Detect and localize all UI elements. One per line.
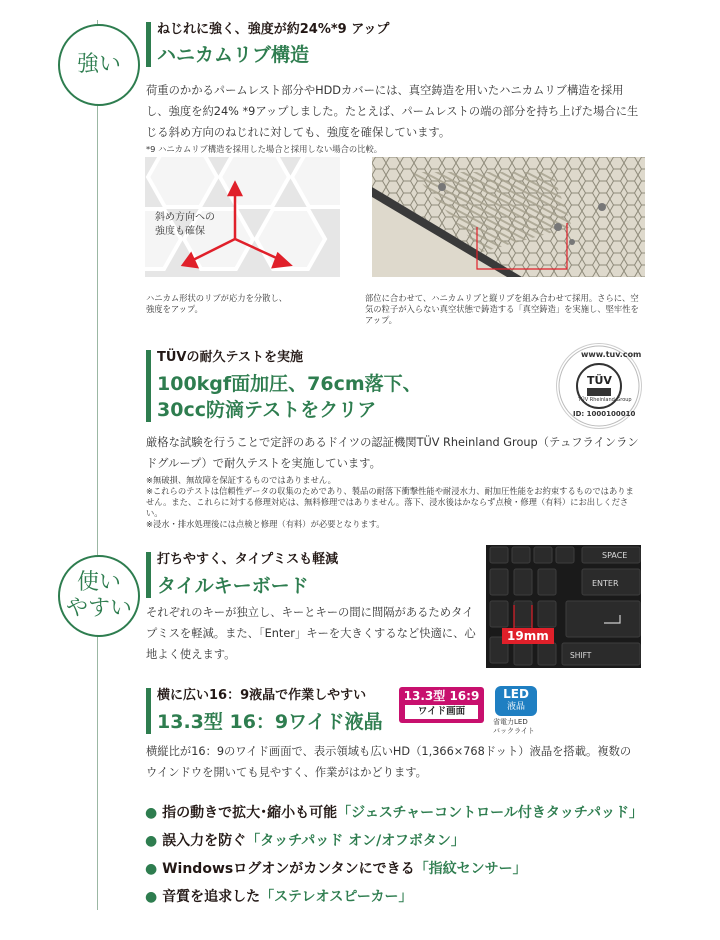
section-body: 横縦比が16：9のワイド画面で、表示領域も広いHD（1,366×768ドット）液晶を搭載。複数のウインドウを開いても見やすく、作業がはかどります。 — [146, 745, 632, 779]
section-title: ハニカムリブ構造 — [157, 44, 310, 66]
rib-photo — [372, 157, 645, 277]
feature-item: ● 音質を追求した「ステレオスピーカー」 — [145, 889, 413, 905]
feature-list — [145, 803, 643, 915]
section-subtitle: 打ちやすく、タイプミスも軽減 — [157, 552, 339, 567]
section-title-line2: 30cc防滴テストをクリア — [157, 399, 377, 421]
section-heading-strong — [146, 22, 389, 67]
timeline-line — [97, 20, 98, 910]
feature-item: ● 指の動きで拡大･縮小も可能「ジェスチャーコントロール付きタッチパッド」 — [145, 805, 643, 821]
section-subtitle: ねじれに強く、強度が約24%*9 アップ — [157, 22, 390, 37]
section-body: それぞれのキーが独立し、キーとキーの間に間隔があるためタイプミスを軽減。また、「Enter」キーを大きくするなど快適に、心地よく使えます。 — [146, 606, 476, 661]
feature-item: ● 誤入力を防ぐ「タッチパッド オン/オフボタン」 — [145, 833, 465, 849]
section-title-line1: 100kgf面加圧、76cm落下、 — [157, 373, 422, 395]
tuv-group: TÜV Rheinland Group — [578, 397, 632, 403]
diagram-label: 斜め方向への 強度も確保 — [155, 212, 215, 237]
key-shift: SHIFT — [570, 651, 592, 660]
led-badge — [495, 686, 537, 716]
tuv-id: ID: 1000100010 — [573, 410, 636, 418]
footnote: *9 ハニカムリブ構造を採用した場合と採用しない場合の比較。 — [146, 144, 383, 154]
key-space: SPACE — [602, 551, 628, 560]
caption-left: ハニカム形状のリブが応力を分散し、 強度をアップ。 — [146, 293, 288, 314]
section-title: タイルキーボード — [157, 575, 309, 597]
badge-wide: ワイド画面 — [405, 705, 478, 719]
led-label: LED — [503, 687, 529, 701]
widescreen-badge — [399, 687, 484, 723]
honeycomb-diagram — [145, 157, 340, 277]
section-body: 荷重のかかるパームレスト部分やHDDカバーには、真空鋳造を用いたハニカムリブ構造を採用し、強度を約24% *9アップしました。たとえば、パームレストの端の部分を持ち上げた場合に生じる斜め方向のねじれに対しても、強度を確保しています。 — [146, 84, 639, 139]
led-sub: 液晶 — [506, 702, 525, 712]
section-heading-tuv — [146, 350, 422, 422]
tuv-mark: TÜV — [587, 374, 612, 387]
caption-right: 部位に合わせて、ハニカムリブと縦リブを組み合わせて採用。さらに、空気の粒子が入らない真空状態で鋳造する「真空鋳造」を実施し、堅牢性をアップ。 — [365, 293, 639, 325]
keyboard-photo — [486, 545, 641, 668]
feature-item: ● Windowsログオンがカンタンにできる「指紋センサー」 — [145, 861, 527, 877]
section-title: 13.3型 16：9ワイド液晶 — [157, 711, 383, 733]
key-gap-label: 19mm — [502, 628, 554, 644]
section-circle-easy: 使い やすい — [58, 555, 140, 637]
tuv-url: www.tuv.com — [581, 350, 642, 359]
section-heading-display — [146, 688, 383, 734]
section-circle-strong: 強い — [58, 24, 140, 106]
led-caption: 省電力LED バックライト — [493, 718, 535, 735]
section-subtitle: TÜVの耐久テストを実施 — [157, 350, 303, 365]
section-subtitle: 横に広い16：9液晶で作業しやすい — [157, 688, 367, 703]
key-enter: ENTER — [592, 579, 619, 588]
section-body: 厳格な試験を行うことで定評のあるドイツの認証機関TÜV Rheinland Group（テュフラインランドグループ）で耐久テストを実施しています。 — [146, 436, 639, 470]
section-heading-keyboard — [146, 552, 338, 598]
badge-size: 13.3型 16:9 — [403, 689, 480, 703]
tuv-notes: ※無破損、無故障を保証するものではありません。 ※これらのテストは信頼性データの収集のためであり、製品の耐落下衝撃性能や耐浸水力、耐加圧性能をお約束するものではありません。また、これらに対する修理対応は、無料修理ではありません。落下、浸水後はかならず点検・修理（有料）にお出しください。 ※浸水・排水処理後には点検と修理（有料）が必要となります。 — [146, 475, 634, 529]
tuv-logo — [556, 343, 642, 429]
